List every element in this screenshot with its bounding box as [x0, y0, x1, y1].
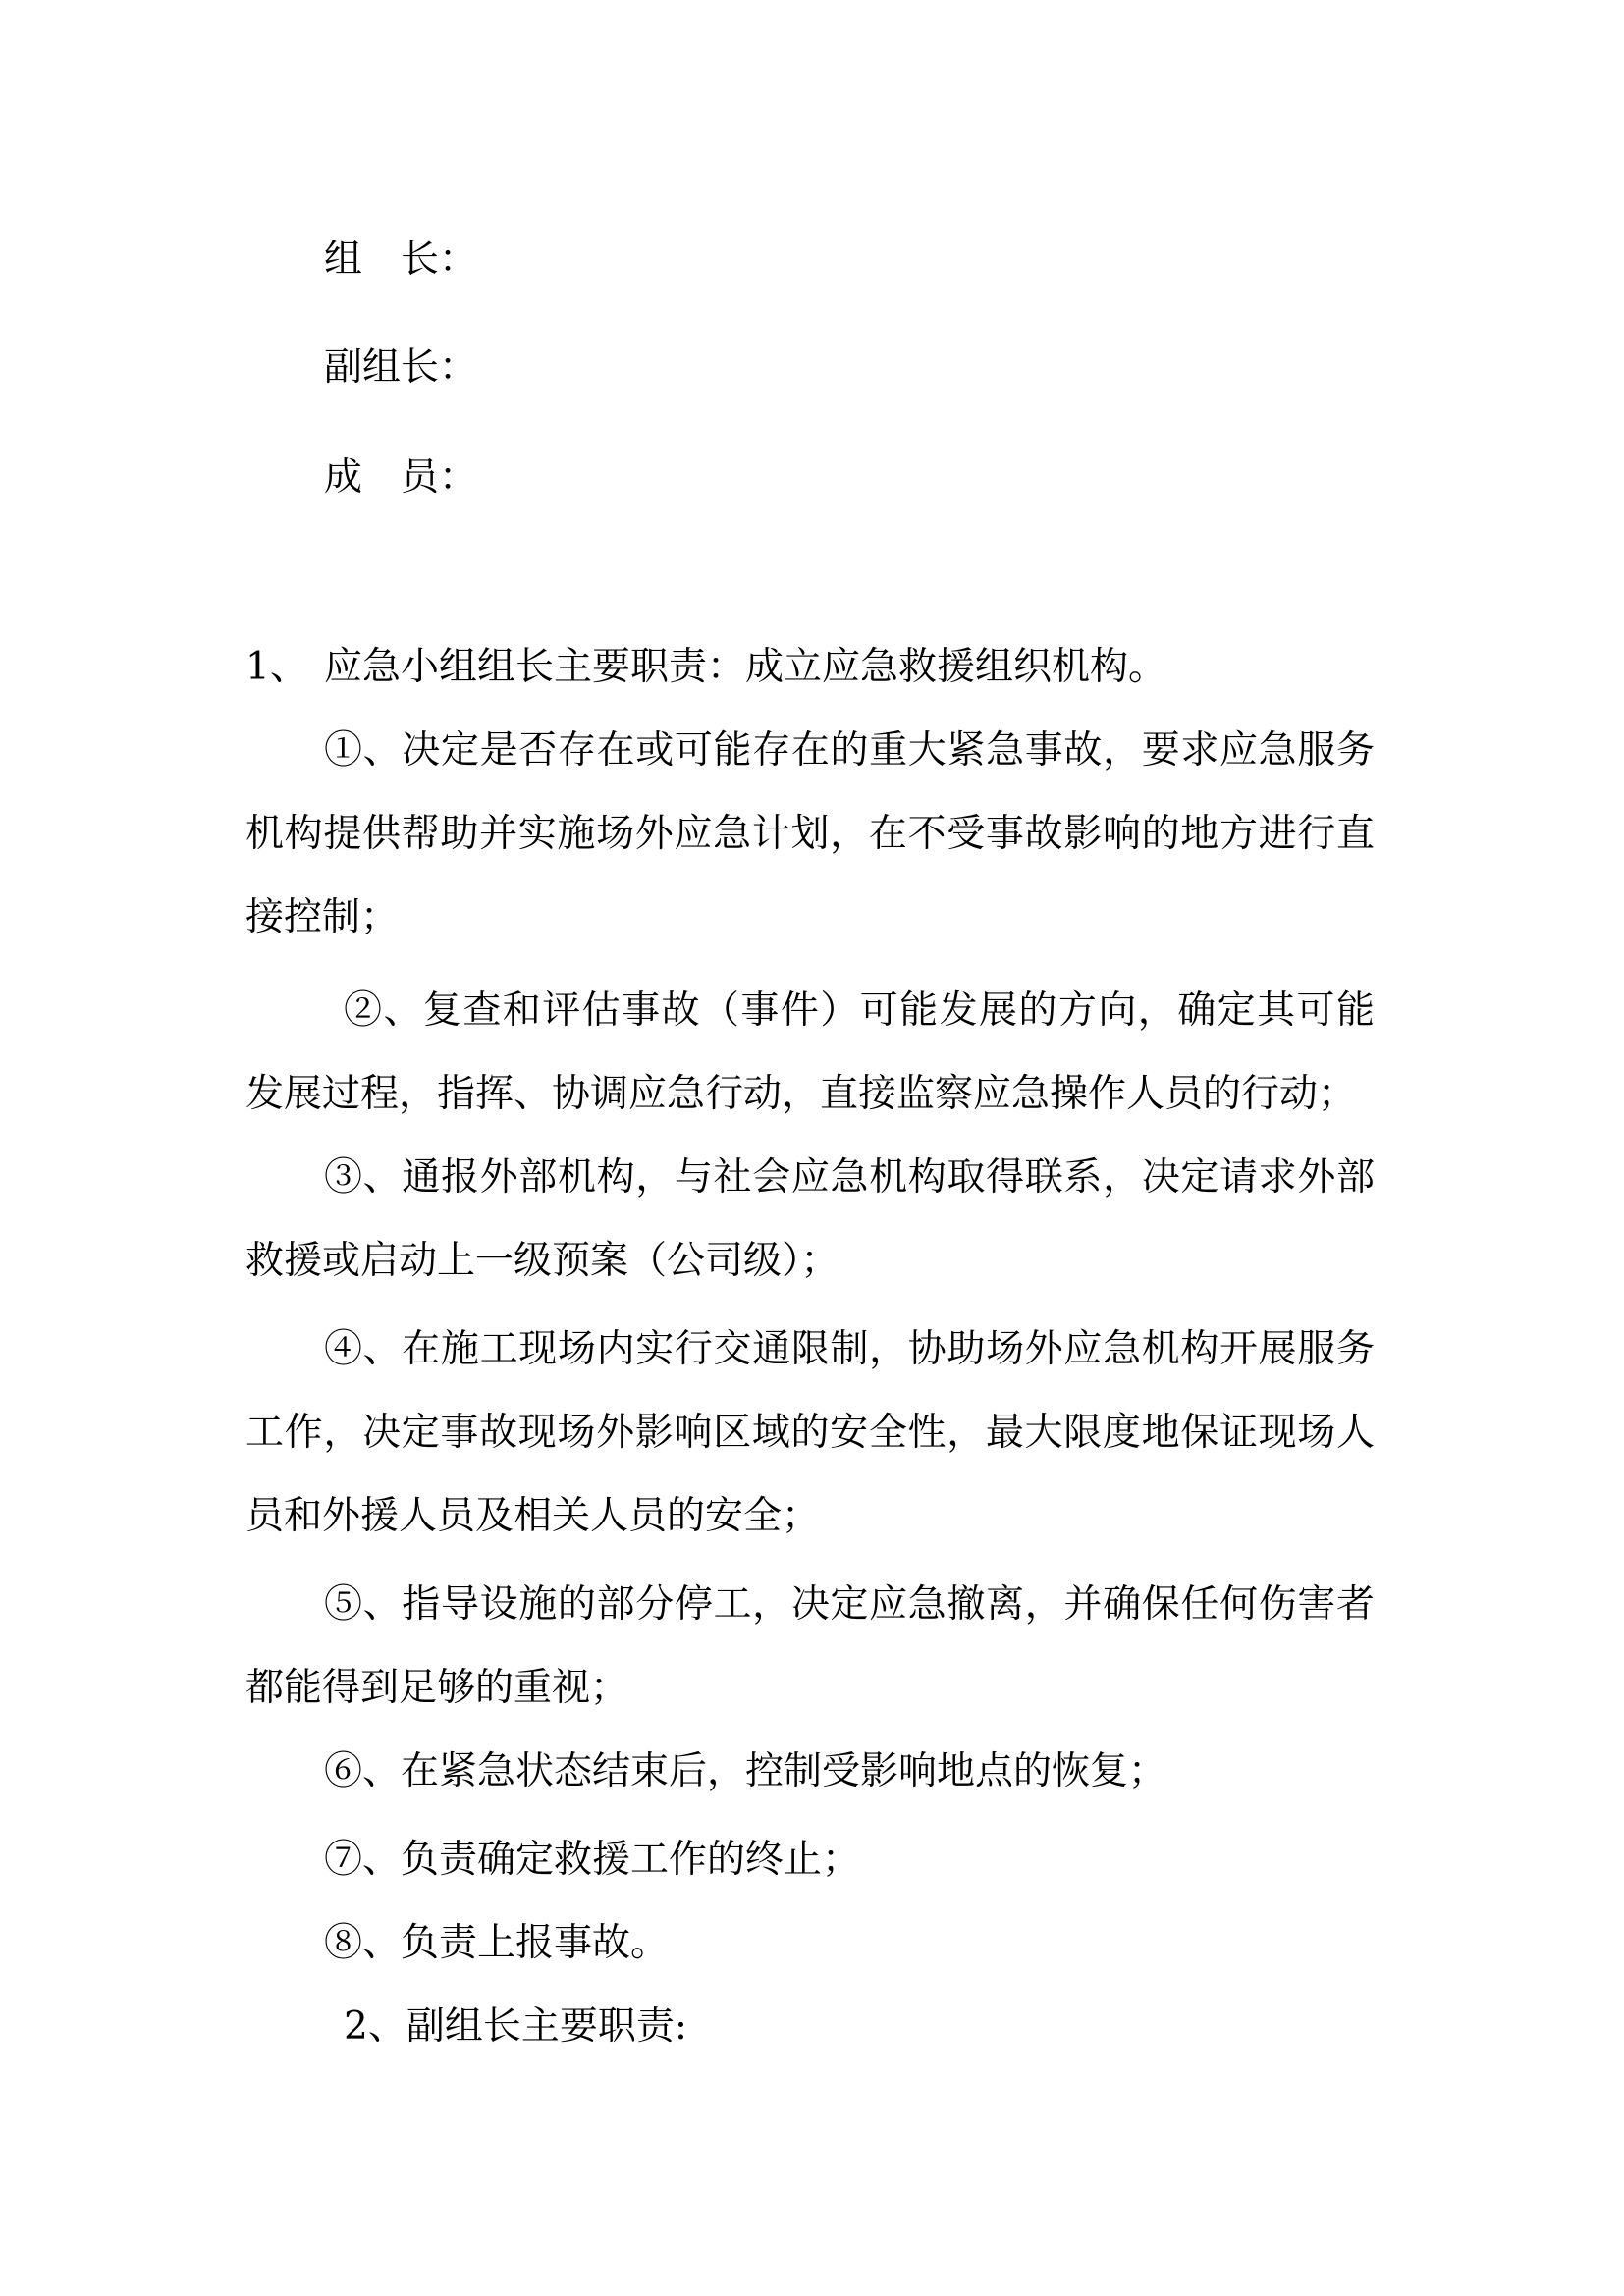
- item-8-line-1: ⑧、负责上报事故。: [324, 1921, 670, 1965]
- item-5-line-2: 都能得到足够的重视；: [245, 1666, 629, 1710]
- item-1-line-3: 接控制；: [245, 895, 400, 939]
- section1-number: 1、: [245, 645, 308, 689]
- item-1-line-1: ①、决定是否存在或可能存在的重大紧急事故，要求应急服务: [324, 728, 1375, 773]
- section1-title: 应急小组组长主要职责：成立应急救援组织机构。: [324, 645, 1167, 689]
- section2-title: 2、副组长主要职责:: [344, 2004, 687, 2049]
- item-3-line-1: ③、通报外部机构，与社会应急机构取得联系，决定请求外部: [324, 1155, 1375, 1200]
- item-2-line-2: 发展过程，指挥、协调应急行动，直接监察应急操作人员的行动；: [245, 1072, 1357, 1116]
- item-6-line-1: ⑥、在紧急状态结束后，控制受影响地点的恢复；: [324, 1749, 1167, 1793]
- field-group-leader-label: 组 长：: [324, 238, 478, 282]
- item-1-line-2: 机构提供帮助并实施场外应急计划，在不受事故影响的地方进行直: [245, 812, 1375, 856]
- field-deputy-leader-label: 副组长：: [324, 346, 478, 390]
- item-7-line-1: ⑦、负责确定救援工作的终止；: [324, 1838, 861, 1882]
- item-2-line-1: ②、复查和评估事故（事件）可能发展的方向，确定其可能: [344, 988, 1375, 1033]
- item-3-line-2: 救援或启动上一级预案（公司级）；: [245, 1239, 839, 1283]
- item-4-line-1: ④、在施工现场内实行交通限制，协助场外应急机构开展服务: [324, 1327, 1375, 1371]
- item-4-line-2: 工作，决定事故现场外影响区域的安全性，最大限度地保证现场人: [245, 1411, 1375, 1455]
- item-5-line-1: ⑤、指导设施的部分停工，决定应急撤离，并确保任何伤害者: [324, 1582, 1375, 1627]
- field-members-label: 成 员：: [324, 455, 478, 500]
- item-4-line-3: 员和外援人员及相关人员的安全；: [245, 1494, 821, 1538]
